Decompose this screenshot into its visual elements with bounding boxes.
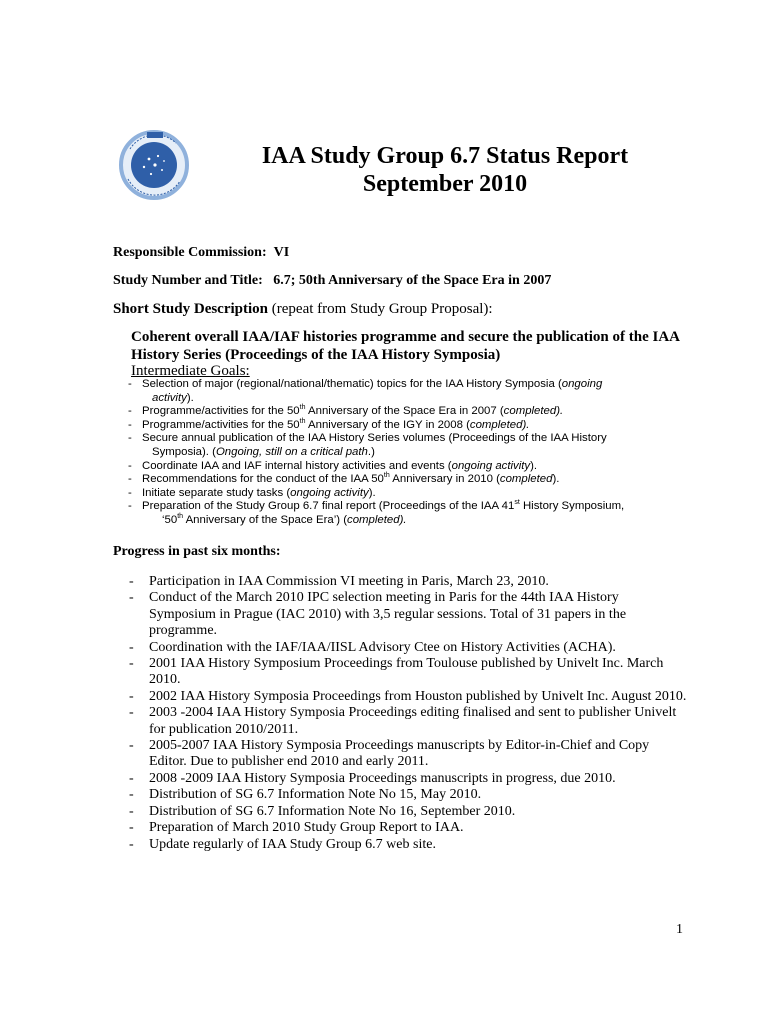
study-field bbox=[113, 272, 551, 290]
study-value: 6.7; 50th Anniversary of the Space Era in 2007 bbox=[273, 273, 552, 288]
list-item: - Coordinate IAA and IAF internal history activities and events (ongoing activity). bbox=[128, 459, 538, 472]
commission-label: Responsible Commission: bbox=[113, 245, 267, 260]
list-item: - Conduct of the March 2010 IPC selection meeting in Paris for the 44th IAA History Symposium in Prague (IAC 2010) with 3,5 regular sessions. Total of 31 papers in the programme. bbox=[129, 590, 627, 639]
commission-field bbox=[113, 244, 289, 262]
study-summary: Coherent overall IAA/IAF histories programme and secure the publication of the IAA History Series (Proceedings of the IAA History Symposia) bbox=[131, 329, 680, 363]
description-field bbox=[113, 300, 493, 318]
title-line-1: IAA Study Group 6.7 Status Report bbox=[261, 143, 629, 169]
commission-value: VI bbox=[273, 245, 290, 260]
list-item: - 2003 -2004 IAA History Symposia Proceedings editing finalised and sent to publisher Univelt for publication 2010/2011. bbox=[129, 705, 677, 737]
list-item: - Update regularly of IAA Study Group 6.7 web site. bbox=[129, 836, 436, 852]
progress-list bbox=[127, 574, 687, 853]
list-item: - Selection of major (regional/national/thematic) topics for the IAA History Symposia (ongoing activity). bbox=[128, 378, 603, 404]
intermediate-goals-heading: Intermediate Goals: bbox=[131, 363, 250, 379]
list-item: - Preparation of the Study Group 6.7 final report (Proceedings of the IAA 41st History Symposium, ‘50th Anniversary of the Space Era’) (completed). bbox=[128, 499, 625, 526]
list-item: - 2002 IAA History Symposia Proceedings from Houston published by Univelt Inc. August 2010. bbox=[129, 688, 687, 704]
list-item: - Programme/activities for the 50th Anniversary of the IGY in 2008 (completed). bbox=[128, 417, 530, 431]
intermediate-goals-list bbox=[128, 378, 718, 528]
page-title bbox=[200, 142, 690, 198]
list-item: - Distribution of SG 6.7 Information Note No 16, September 2010. bbox=[129, 803, 516, 819]
iaa-academy-seal-icon bbox=[114, 129, 198, 201]
list-item: - Preparation of March 2010 Study Group Report to IAA. bbox=[129, 820, 464, 836]
progress-heading: Progress in past six months: bbox=[113, 544, 281, 559]
title-line-2: September 2010 bbox=[362, 171, 528, 197]
list-item: - Initiate separate study tasks (ongoing activity). bbox=[128, 486, 376, 499]
list-item: - 2005-2007 IAA History Symposia Proceedings manuscripts by Editor-in-Chief and Copy Editor. Due to publisher end 2010 and early 2011. bbox=[129, 738, 650, 770]
list-item: - Participation in IAA Commission VI meeting in Paris, March 23, 2010. bbox=[129, 574, 549, 589]
list-item: - Secure annual publication of the IAA History Series volumes (Proceedings of the IAA History Symposia). (Ongoing, still on a critical path.) bbox=[128, 432, 607, 458]
list-item: - Programme/activities for the 50th Anniversary of the Space Era in 2007 (completed). bbox=[128, 404, 564, 418]
study-label: Study Number and Title: bbox=[113, 273, 263, 288]
description-label: Short Study Description bbox=[113, 301, 269, 317]
list-item: - 2001 IAA History Symposium Proceedings from Toulouse published by Univelt Inc. March 2010. bbox=[129, 656, 664, 688]
page-number: 1 bbox=[676, 922, 683, 937]
list-item: - 2008 -2009 IAA History Symposia Proceedings manuscripts in progress, due 2010. bbox=[129, 770, 616, 786]
iaa-seal-logo bbox=[114, 129, 198, 201]
list-item: - Recommendations for the conduct of the IAA 50th Anniversary in 2010 (completed). bbox=[128, 472, 560, 486]
list-item: - Distribution of SG 6.7 Information Note No 15, May 2010. bbox=[129, 787, 482, 803]
description-note: (repeat from Study Group Proposal): bbox=[271, 301, 493, 317]
list-item: - Coordination with the IAF/IAA/IISL Advisory Ctee on History Activities (ACHA). bbox=[129, 639, 616, 655]
